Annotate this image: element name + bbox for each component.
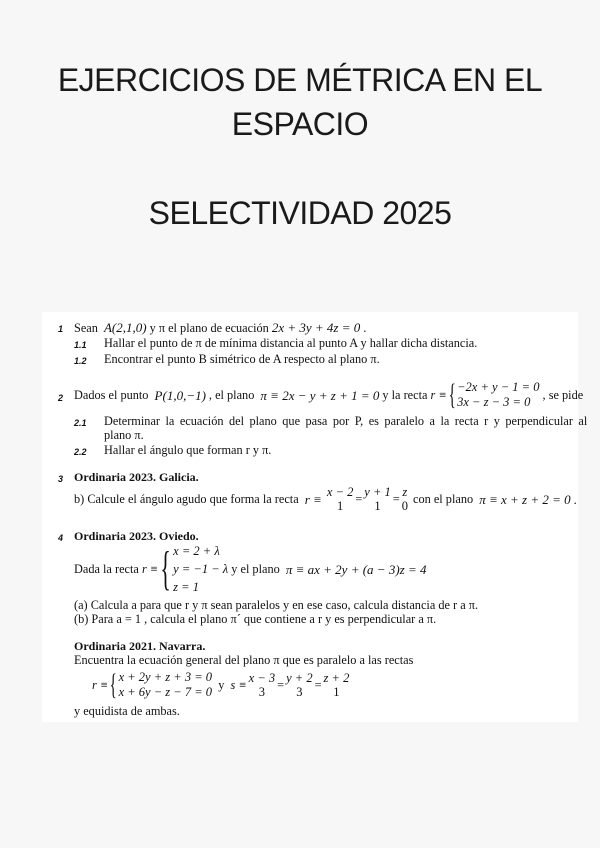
title-line-1: EJERCICIOS DE MÉTRICA EN EL bbox=[57, 62, 543, 98]
exercise-2-1-cont: plano π. bbox=[104, 428, 144, 442]
exercise-1-statement: Sean A(2,1,0) y π el plano de ecuación 2x + 3y + 4z = 0 . bbox=[74, 320, 367, 335]
exercise-4-heading: Ordinaria 2023. Oviedo. bbox=[74, 529, 199, 543]
exercise-4-statement: Dada la recta r ≡ { x = 2 + λ y = −1 − λ z = 1 y el plano π ≡ ax + 2y + (a − 3)z = 4 bbox=[74, 542, 427, 595]
exercise-4-a: (a) Calcula a para que r y π sean paralelos y en ese caso, calcula distancia de r a π. bbox=[74, 598, 479, 612]
exercise-2-statement: Dados el punto P(1,0,−1) , el plano π ≡ 2x − y + z + 1 = 0 y la recta r ≡ { −2x + y − 1 = 0 3x − z − 3 = 0 , se pide bbox=[74, 378, 584, 411]
item-number: 2.1 bbox=[74, 418, 87, 428]
exercise-1-1: Hallar el punto de π de mínima distancia al punto A y hallar dicha distancia. bbox=[104, 336, 478, 350]
exercise-number: 4 bbox=[58, 533, 64, 543]
item-number: 1.2 bbox=[74, 356, 87, 366]
exercise-number: 3 bbox=[58, 474, 64, 484]
exercise-2-1: Determinar la ecuación del plano que pasa por P, es paralelo a la recta r y perpendicular al bbox=[104, 414, 588, 428]
exercise-5-equations: r ≡ { x + 2y + z + 3 = 0 x + 6y − z − 7 = 0 y s ≡ x − 3 3 = y + 2 3 = z + 2 1 bbox=[92, 668, 350, 701]
title-line-2: ESPACIO bbox=[231, 106, 369, 142]
exercise-3-heading: Ordinaria 2023. Galicia. bbox=[74, 470, 199, 484]
exercise-number: 2 bbox=[58, 393, 64, 403]
exercise-1-2: Encontrar el punto B simétrico de A respecto al plano π. bbox=[104, 352, 380, 366]
item-number: 1.1 bbox=[74, 340, 87, 350]
exercise-4-b: (b) Para a = 1 , calcula el plano π´ que contiene a r y es perpendicular a π. bbox=[74, 612, 437, 626]
exercise-number: 1 bbox=[58, 324, 64, 334]
exercise-5-statement: Encuentra la ecuación general del plano π que es paralelo a las rectas bbox=[74, 653, 414, 667]
exercise-2-2: Hallar el ángulo que forman r y π. bbox=[104, 443, 272, 457]
exercise-5-heading: Ordinaria 2021. Navarra. bbox=[74, 639, 206, 653]
exercise-3-statement: b) Calcule el ángulo agudo que forma la recta r ≡ x − 2 1 = y + 1 1 = z 0 con el plano π ≡ x + z + 2 = 0 . bbox=[74, 485, 578, 513]
exercise-5-end: y equidista de ambas. bbox=[74, 704, 180, 718]
item-number: 2.2 bbox=[74, 447, 87, 457]
subtitle: SELECTIVIDAD 2025 bbox=[148, 195, 452, 231]
